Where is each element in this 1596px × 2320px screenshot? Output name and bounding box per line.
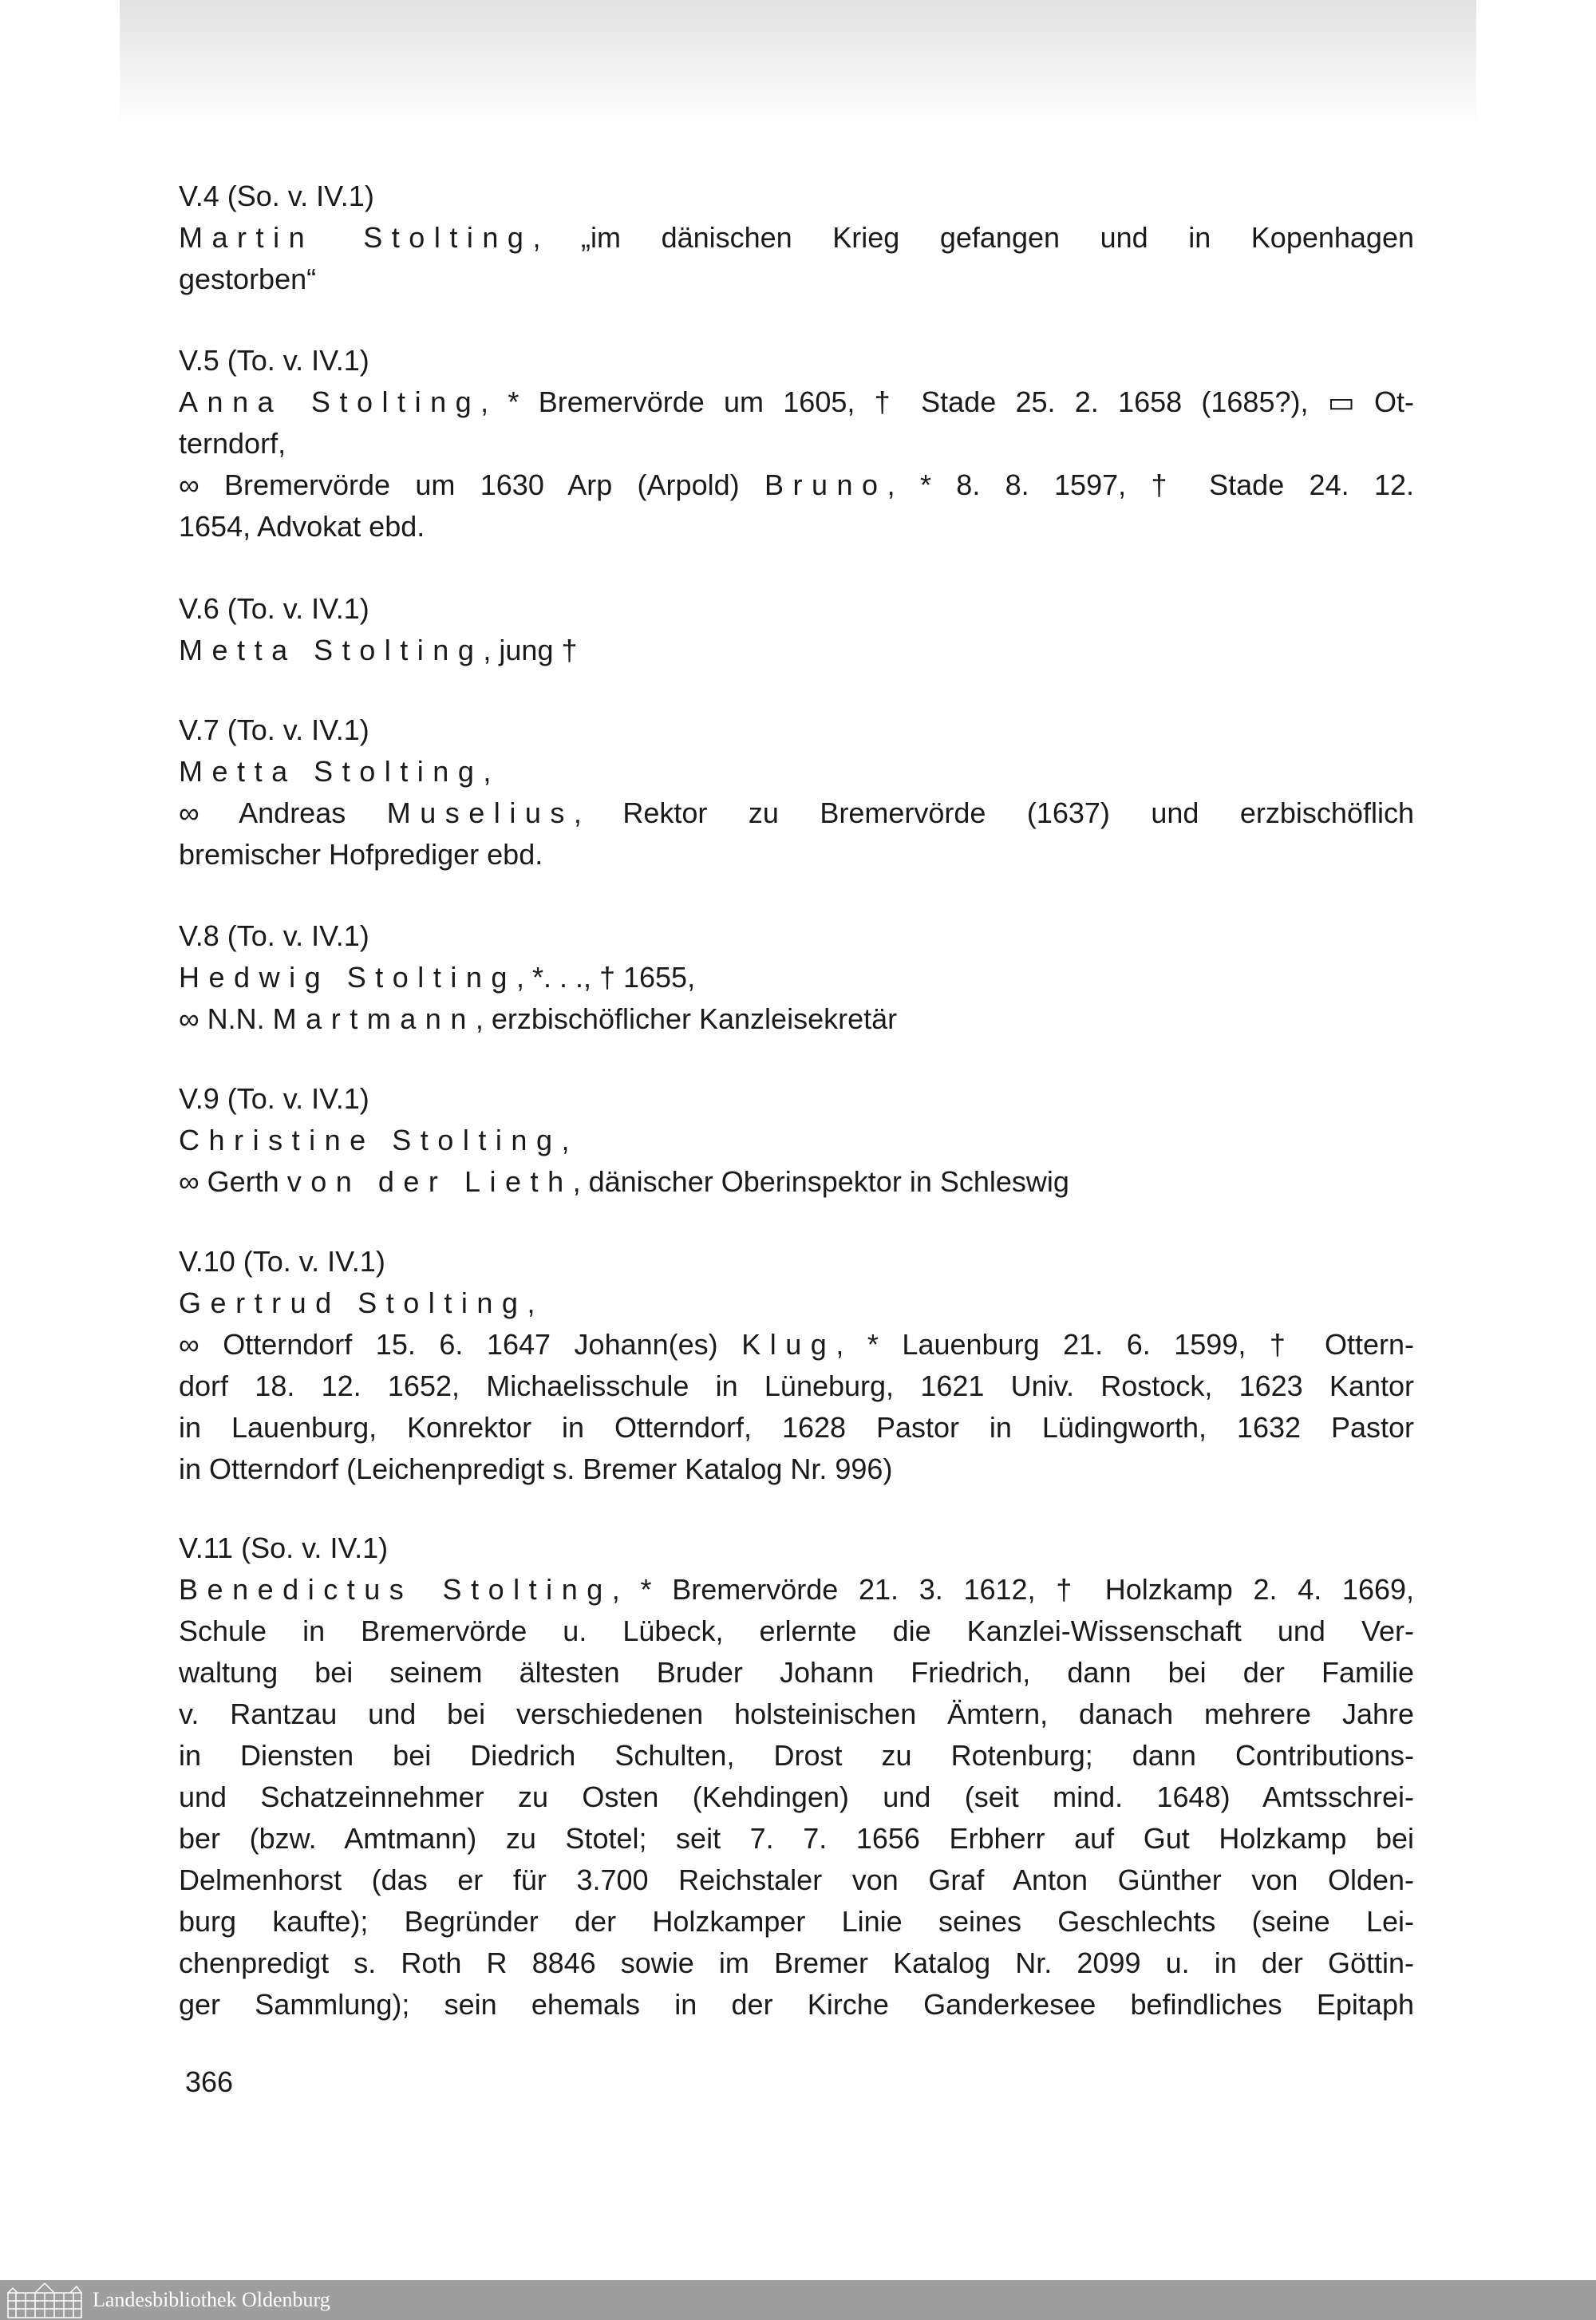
text-segment: , Rektor zu Bremervörde (1637) und erzbischöflich: [573, 796, 1414, 829]
entry-line: [179, 1569, 1414, 1611]
footer-bar: [0, 2280, 1596, 2320]
entry-heading: [179, 1241, 1414, 1283]
text-segment: burg kaufte); Begründer der Holzkamper Linie seines Geschlechts (seine Lei-: [179, 1905, 1414, 1938]
text-segment: in Otterndorf (Leichenpredigt s. Bremer Katalog Nr. 996): [179, 1452, 893, 1485]
entry-line: [179, 1943, 1414, 1984]
entry-line: [179, 834, 1414, 875]
entry-heading: [179, 176, 1414, 217]
entry-line: [179, 1611, 1414, 1652]
entry-line: [179, 1283, 1414, 1324]
text-segment: V.5 (To. v. IV.1): [179, 344, 369, 377]
text-segment: in Diensten bei Diedrich Schulten, Drost zu Rotenburg; dann Contributions-: [179, 1739, 1414, 1772]
genealogy-entry: [179, 340, 1414, 547]
text-segment: V.10 (To. v. IV.1): [179, 1245, 385, 1278]
genealogy-entry: [179, 1528, 1414, 2026]
entry-line: [179, 1901, 1414, 1943]
text-segment: ∞ Andreas: [179, 796, 387, 829]
text-segment: ∞ Otterndorf 15. 6. 1647 Johann(es): [179, 1328, 742, 1361]
person-name: Metta Stolting: [179, 634, 484, 666]
entry-line: [179, 217, 1414, 259]
entry-line: [179, 751, 1414, 792]
entry-heading: [179, 709, 1414, 751]
genealogy-entry: [179, 915, 1414, 1040]
entry-line: [179, 1777, 1414, 1818]
text-segment: , * 8. 8. 1597, † Stade 24. 12.: [887, 468, 1414, 501]
entry-line: [179, 630, 1414, 671]
text-segment: dorf 18. 12. 1652, Michaelisschule in Lüneburg, 1621 Univ. Rostock, 1623 Kantor: [179, 1369, 1414, 1402]
text-segment: V.9 (To. v. IV.1): [179, 1082, 369, 1115]
text-segment: V.11 (So. v. IV.1): [179, 1532, 389, 1564]
entry-line: [179, 1120, 1414, 1161]
text-segment: V.7 (To. v. IV.1): [179, 713, 369, 746]
genealogy-entry: [179, 709, 1414, 875]
page-number: 366: [185, 2065, 234, 2098]
entry-line: [179, 381, 1414, 423]
entry-line: [179, 1984, 1414, 2026]
person-name: Hedwig Stolting: [179, 961, 516, 994]
person-name: Martmann: [272, 1002, 476, 1035]
person-name: Gertrud Stolting: [179, 1286, 527, 1319]
entry-line: [179, 1366, 1414, 1407]
entry-line: [179, 792, 1414, 834]
entry-line: [179, 998, 1414, 1040]
entry-line: [179, 1324, 1414, 1366]
entry-line: [179, 1818, 1414, 1860]
entry-heading: [179, 915, 1414, 957]
genealogy-entry: [179, 588, 1414, 671]
library-building-logo: [5, 2282, 85, 2318]
person-name: Anna Stolting: [179, 385, 481, 418]
person-name: Bruno: [764, 468, 887, 501]
person-name: Muselius: [386, 796, 574, 829]
person-name: Klug: [741, 1328, 836, 1361]
text-segment: , „im dänischen Krieg gefangen und in Kopenhagen: [532, 221, 1414, 254]
text-segment: , * Bremervörde um 1605, † Stade 25. 2. 1658 (1685?), ▭ Ot-: [480, 385, 1414, 418]
entry-line: [179, 464, 1414, 506]
entry-heading: [179, 1078, 1414, 1120]
person-name: Benedictus Stolting: [179, 1573, 612, 1606]
entry-line: [179, 1694, 1414, 1735]
text-segment: , * Bremervörde 21. 3. 1612, † Holzkamp 2. 4. 1669,: [611, 1573, 1415, 1606]
entry-heading: [179, 340, 1414, 381]
entry-line: [179, 506, 1414, 547]
genealogy-entry: [179, 1078, 1414, 1203]
genealogy-entry: [179, 176, 1414, 300]
text-segment: gestorben“: [179, 263, 317, 295]
text-segment: , *. . ., † 1655,: [516, 961, 696, 994]
text-segment: chenpredigt s. Roth R 8846 sowie im Bremer Katalog Nr. 2099 u. in der Göttin-: [179, 1947, 1414, 1979]
text-segment: , * Lauenburg 21. 6. 1599, † Ottern-: [836, 1328, 1414, 1361]
text-segment: ber (bzw. Amtmann) zu Stotel; seit 7. 7. 1656 Erbherr auf Gut Holzkamp bei: [179, 1822, 1414, 1855]
entry-line: [179, 1161, 1414, 1203]
text-segment: V.6 (To. v. IV.1): [179, 592, 369, 625]
entry-line: [179, 1407, 1414, 1449]
text-segment: ∞ N.N.: [179, 1002, 273, 1035]
person-name: von der Lieth: [286, 1165, 573, 1198]
entry-line: [179, 1860, 1414, 1901]
text-segment: ∞ Bremervörde um 1630 Arp (Arpold): [179, 468, 764, 501]
entry-line: [179, 1735, 1414, 1777]
entry-line: [179, 957, 1414, 998]
text-segment: , dänischer Oberinspektor in Schleswig: [572, 1165, 1069, 1198]
scan-shadow: [120, 0, 1476, 128]
text-segment: waltung bei seinem ältesten Bruder Johann Friedrich, dann bei der Familie: [179, 1656, 1414, 1689]
entry-line: [179, 423, 1414, 464]
entry-heading: [179, 1528, 1414, 1569]
text-segment: ∞ Gerth: [179, 1165, 287, 1198]
text-segment: Delmenhorst (das er für 3.700 Reichstaler von Graf Anton Günther von Olden-: [179, 1864, 1414, 1896]
text-segment: und Schatzeinnehmer zu Osten (Kehdingen) und (seit mind. 1648) Amtsschrei-: [179, 1781, 1414, 1813]
text-segment: 1654, Advokat ebd.: [179, 510, 425, 543]
library-name: Landesbibliothek Oldenburg: [93, 2288, 330, 2311]
text-segment: , jung †: [483, 634, 578, 666]
text-segment: ger Sammlung); sein ehemals in der Kirche Ganderkesee befindliches Epitaph: [179, 1988, 1414, 2021]
genealogy-entry: [179, 1241, 1414, 1490]
entry-heading: [179, 588, 1414, 630]
text-segment: ,: [483, 755, 492, 788]
text-segment: bremischer Hofprediger ebd.: [179, 838, 543, 871]
entry-line: [179, 1449, 1414, 1490]
text-segment: , erzbischöflicher Kanzleisekretär: [475, 1002, 898, 1035]
text-segment: v. Rantzau und bei verschiedenen holsteinischen Ämtern, danach mehrere Jahre: [179, 1698, 1414, 1730]
person-name: Metta Stolting: [179, 755, 484, 788]
text-segment: ,: [561, 1124, 570, 1156]
person-name: Christine Stolting: [179, 1124, 562, 1156]
text-segment: Schule in Bremervörde u. Lübeck, erlernte die Kanzlei-Wissenschaft und Ver-: [179, 1615, 1414, 1647]
text-segment: ,: [527, 1286, 535, 1319]
person-name: Martin Stolting: [179, 221, 533, 254]
entry-line: [179, 1652, 1414, 1694]
text-segment: terndorf,: [179, 427, 286, 460]
text-segment: V.8 (To. v. IV.1): [179, 919, 369, 952]
entry-line: [179, 259, 1414, 300]
text-segment: V.4 (So. v. IV.1): [179, 180, 374, 212]
text-segment: in Lauenburg, Konrektor in Otterndorf, 1628 Pastor in Lüdingworth, 1632 Pastor: [179, 1411, 1414, 1444]
